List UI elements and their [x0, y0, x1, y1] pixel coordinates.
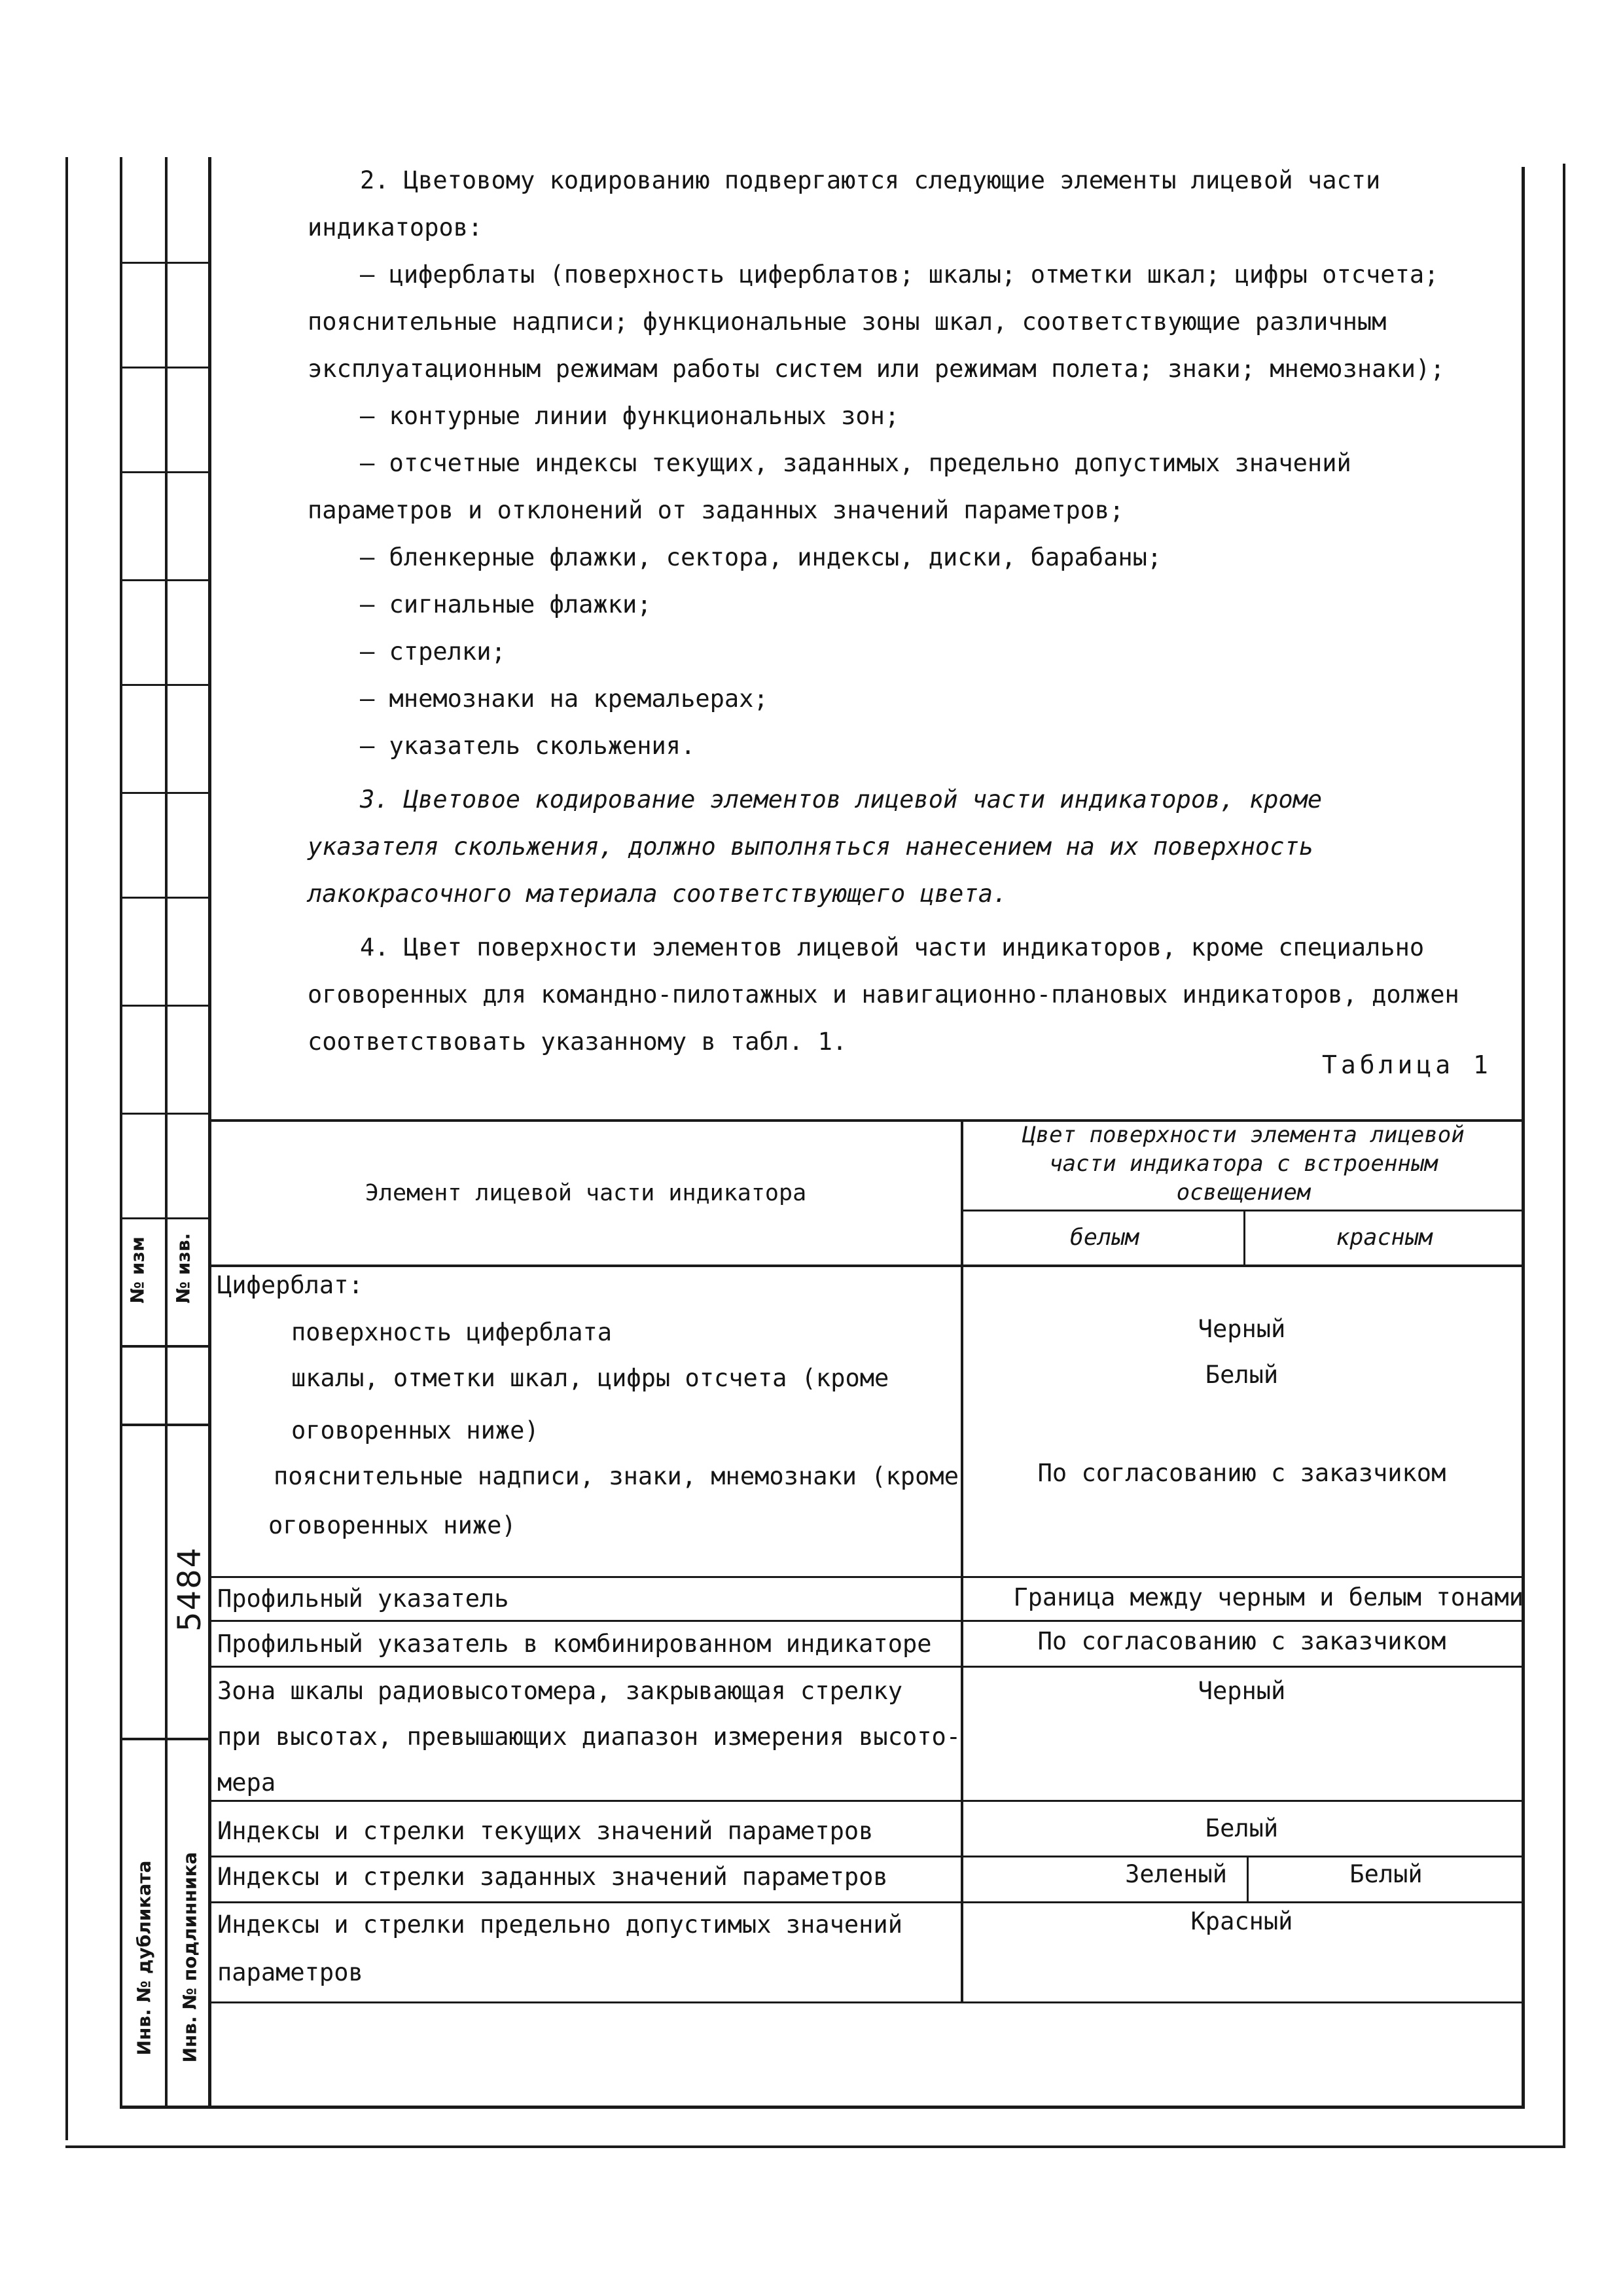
row-dial-scales-color: Белый	[1205, 1361, 1279, 1389]
list-item-mnemo: – мнемознаки на кремальерах;	[360, 685, 768, 713]
row-set: Индексы и стрелки заданных значений параметров	[217, 1863, 888, 1891]
header-element: Элемент лицевой части индикатора	[365, 1180, 807, 1206]
row-dial-surface-color: Черный	[1198, 1315, 1286, 1343]
frame-left-outer	[120, 157, 122, 2108]
side-tick	[120, 579, 209, 581]
frame-bottom-inner	[120, 2106, 1525, 2109]
row-dial-notes-2: оговоренных ниже)	[268, 1511, 516, 1539]
row-radio-1: Зона шкалы радиовысотомера, закрывающая стрелку	[217, 1677, 902, 1705]
row-radio-3: мера	[217, 1768, 276, 1797]
side-tick	[120, 367, 209, 368]
side-tick	[120, 1005, 209, 1007]
side-label-n-izm: № изм	[126, 1236, 149, 1304]
side-tick	[120, 1345, 209, 1348]
row-dial-notes-1: пояснительные надписи, знаки, мнемознаки (кроме	[274, 1462, 959, 1490]
row-limit-1: Индексы и стрелки предельно допустимых значений	[217, 1910, 902, 1939]
list-item-blinkers: – бленкерные флажки, сектора, индексы, диски, барабаны;	[360, 543, 1162, 571]
row-set-color-red: Белый	[1349, 1860, 1423, 1888]
side-tick	[120, 684, 209, 686]
list-item-slip: – указатель скольжения.	[360, 732, 696, 760]
side-tick	[120, 262, 209, 264]
row-dial-notes-color: По согласованию с заказчиком	[1037, 1459, 1446, 1487]
row-profile: Профильный указатель	[217, 1585, 509, 1613]
list-item-signal-flags: – сигнальные флажки;	[360, 590, 652, 619]
row-radio-color: Черный	[1198, 1677, 1286, 1705]
row-current: Индексы и стрелки текущих значений параметров	[217, 1817, 874, 1845]
list-item-dials: – циферблаты (поверхность циферблатов; шкалы; отметки шкал; цифры отсчета; пояснительные надписи; функциональные зоны шкал, соответствующие различным эксплуатационным режимам работы систем или режимам полета; знаки; мнемознаки);	[308, 260, 1445, 383]
body-text	[308, 157, 1459, 1066]
row-dial-surface: поверхность циферблата	[291, 1318, 613, 1346]
row-profile-comb-color: По согласованию с заказчиком	[1037, 1627, 1446, 1655]
row-dial-title: Циферблат:	[217, 1271, 363, 1299]
frame-right-outer	[1563, 164, 1565, 2147]
list-item-pointers: – стрелки;	[360, 637, 506, 666]
side-tick	[120, 1217, 209, 1219]
side-tick	[120, 1113, 209, 1115]
paragraph-4: 4. Цвет поверхности элементов лицевой части индикаторов, кроме специально оговоренных для командно-пилотажных и навигационно-плановых индикаторов, должен соответствовать указанному в табл. 1.	[308, 933, 1459, 1056]
side-tick	[120, 897, 209, 899]
row-profile-comb: Профильный указатель в комбинированном индикаторе	[217, 1630, 932, 1658]
side-tick	[120, 792, 209, 794]
table-sub-divider	[1243, 1210, 1245, 1266]
side-label-inv-dubl: Инв. № дубликата	[133, 1860, 155, 2056]
frame-left-main	[208, 157, 211, 2108]
header-color: Цвет поверхности элемента лицевой части индикатора с встроенным освещением	[1022, 1122, 1465, 1206]
table-caption: Таблица 1	[1322, 1050, 1492, 1079]
row-profile-color: Граница между черным и белым тонами	[1013, 1583, 1524, 1611]
frame-right	[1522, 167, 1525, 2108]
row-radio-2: при высотах, превышающих диапазон измерения высото-	[217, 1723, 961, 1751]
frame-left-outer-stub	[65, 157, 68, 2140]
row-line-limit	[209, 2001, 1525, 2003]
side-tick	[120, 471, 209, 473]
row-set-color-white: Зеленый	[1125, 1860, 1227, 1888]
side-tick	[120, 1424, 209, 1426]
row-dial-scales-2: оговоренных ниже)	[291, 1416, 539, 1444]
list-item-contour: – контурные линии функциональных зон;	[360, 402, 900, 430]
subheader-red: красным	[1336, 1225, 1433, 1251]
table-header-bottom	[209, 1265, 1525, 1267]
frame-bottom-outer	[65, 2145, 1565, 2148]
paragraph-3: 3. Цветовое кодирование элементов лицевой части индикаторов, кроме указателя скольжения, должно выполняться нанесением на их поверхность лакокрасочного материала соответствующего цвета.	[308, 785, 1323, 908]
subheader-white: белым	[1069, 1225, 1139, 1251]
row-limit-color: Красный	[1190, 1907, 1293, 1935]
row-dial-scales-1: шкалы, отметки шкал, цифры отсчета (кроме	[291, 1364, 889, 1392]
row-line-radio	[209, 1800, 1525, 1802]
list-item-indices: – отсчетные индексы текущих, заданных, предельно допустимых значений параметров и отклонений от заданных значений параметров;	[308, 449, 1351, 524]
frame-left-mid	[165, 157, 168, 2108]
row-current-color: Белый	[1205, 1814, 1279, 1842]
inv-number-handwritten: 5484	[171, 1546, 208, 1632]
side-label-n-izv: № изв.	[172, 1232, 194, 1304]
paragraph-2: 2. Цветовому кодированию подвергаются следующие элементы лицевой части индикаторов:	[308, 166, 1381, 242]
row-limit-2: параметров	[217, 1958, 363, 1986]
side-label-inv-podl: Инв. № подлинника	[179, 1852, 201, 2063]
side-tick	[120, 1738, 209, 1740]
